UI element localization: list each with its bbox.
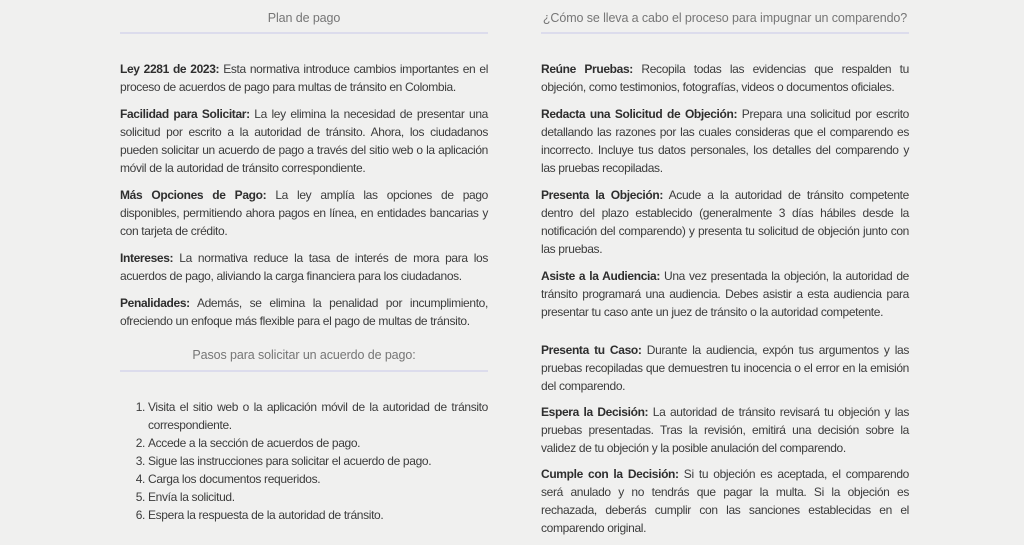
paragraph-presenta-caso bbox=[541, 341, 909, 395]
steps-heading: Pasos para solicitar un acuerdo de pago: bbox=[192, 348, 416, 362]
step-item: 6. Espera la respuesta de la autoridad de tránsito. bbox=[148, 506, 488, 524]
step-item: 4. Carga los documentos requeridos. bbox=[148, 470, 488, 488]
paragraph-mas-opciones-pago bbox=[120, 186, 488, 240]
paragraph-text: La ley amplía las opciones de pago disponibles, permitiendo ahora pagos en línea, en entidades bancarias y con tarjeta de crédito. bbox=[120, 188, 488, 238]
paragraph-cumple-decision bbox=[541, 465, 909, 537]
paragraph-text: Si tu objeción es aceptada, el comparendo será anulado y no tendrás que pagar la multa. Si la objeción es rechazada, deberás cumplir con las sanciones establecidas en el comparendo original. bbox=[541, 467, 910, 535]
paragraph-text: Esta normativa introduce cambios importantes en el proceso de acuerdos de pago para multas de tránsito en Colombia. bbox=[120, 62, 489, 94]
paragraph-lead: Ley 2281 de 2023: bbox=[120, 62, 220, 76]
paragraph-penalidades bbox=[120, 294, 488, 330]
paragraph-lead: Redacta una Solicitud de Objeción: bbox=[541, 107, 738, 121]
right-column-content bbox=[541, 60, 909, 537]
paragraph-text: Acude a la autoridad de tránsito competente dentro del plazo establecido (generalmente 3 días hábiles desde la notificación del comparendo) y presenta tu solicitud de objeción junto con las pruebas. bbox=[541, 188, 909, 256]
paragraph-lead: Asiste a la Audiencia: bbox=[541, 269, 661, 283]
left-column bbox=[120, 9, 488, 545]
paragraph-text: La autoridad de tránsito revisará tu objeción y las pruebas presentadas. Tras la revisión, emitirá una decisión sobre la validez de tu objeción y la posible anulación del comparendo. bbox=[541, 405, 909, 455]
paragraph-lead: Penalidades: bbox=[120, 296, 190, 310]
paragraph-lead: Cumple con la Decisión: bbox=[541, 467, 679, 481]
paragraph-espera-decision bbox=[541, 403, 909, 457]
step-item: 1. Visita el sitio web o la aplicación móvil de la autoridad de tránsito correspondiente. bbox=[148, 398, 488, 434]
paragraph-intereses bbox=[120, 249, 488, 285]
paragraph-lead: Reúne Pruebas: bbox=[541, 62, 633, 76]
paragraph-redacta-solicitud bbox=[541, 105, 909, 177]
left-column-title: Plan de pago bbox=[267, 11, 341, 25]
paragraph-lead: Espera la Decisión: bbox=[541, 405, 649, 419]
right-column-bottom-block bbox=[541, 341, 909, 537]
step-item: 2. Accede a la sección de acuerdos de pago. bbox=[148, 434, 488, 452]
paragraph-text: Recopila todas las evidencias que respalden tu objeción, como testimonios, fotografías, videos o documentos oficiales. bbox=[541, 62, 909, 94]
steps-heading-divider bbox=[120, 370, 488, 372]
right-column bbox=[541, 9, 909, 545]
paragraph-text: Además, se elimina la penalidad por incumplimiento, ofreciendo un enfoque más flexible para el pago de multas de tránsito. bbox=[120, 296, 488, 328]
right-column-title: ¿Cómo se lleva a cabo el proceso para impugnar un comparendo? bbox=[542, 11, 908, 25]
paragraph-reune-pruebas bbox=[541, 60, 909, 96]
paragraph-ley-2281 bbox=[120, 60, 488, 96]
paragraph-text: Una vez presentada la objeción, la autoridad de tránsito programará una audiencia. Debes asistir a esta audiencia para presentar tu caso ante un juez de tránsito o la autoridad competente. bbox=[541, 269, 910, 319]
right-title-divider bbox=[541, 32, 909, 34]
step-item: 3. Sigue las instrucciones para solicitar el acuerdo de pago. bbox=[148, 452, 488, 470]
paragraph-text: La ley elimina la necesidad de presentar una solicitud por escrito a la autoridad de tránsito. Ahora, los ciudadanos pueden solicitar un acuerdo de pago a través del sitio web o la aplicación móvil de la autoridad de tránsito correspondiente. bbox=[120, 107, 488, 175]
paragraph-lead: Presenta tu Caso: bbox=[541, 343, 642, 357]
step-item: 5. Envía la solicitud. bbox=[148, 488, 488, 506]
left-title-divider bbox=[120, 32, 488, 34]
steps-list bbox=[120, 398, 488, 524]
left-column-content bbox=[120, 60, 488, 524]
paragraph-facilidad-solicitar bbox=[120, 105, 488, 177]
paragraph-lead: Más Opciones de Pago: bbox=[120, 188, 267, 202]
paragraph-text: Durante la audiencia, expón tus argumentos y las pruebas recopiladas que demuestren tu inocencia o el error en la emisión del comparendo. bbox=[541, 343, 909, 393]
paragraph-text: La normativa reduce la tasa de interés de mora para los acuerdos de pago, aliviando la carga financiera para los ciudadanos. bbox=[120, 251, 489, 283]
paragraph-lead: Presenta la Objeción: bbox=[541, 188, 663, 202]
paragraph-lead: Intereses: bbox=[120, 251, 174, 265]
paragraph-asiste-audiencia bbox=[541, 267, 909, 321]
paragraph-presenta-objecion bbox=[541, 186, 909, 258]
paragraph-lead: Facilidad para Solicitar: bbox=[120, 107, 250, 121]
paragraph-text: Prepara una solicitud por escrito detallando las razones por las cuales consideras que el comparendo es incorrecto. Incluye tus datos personales, los detalles del comparendo y las pruebas recopiladas. bbox=[541, 107, 910, 175]
